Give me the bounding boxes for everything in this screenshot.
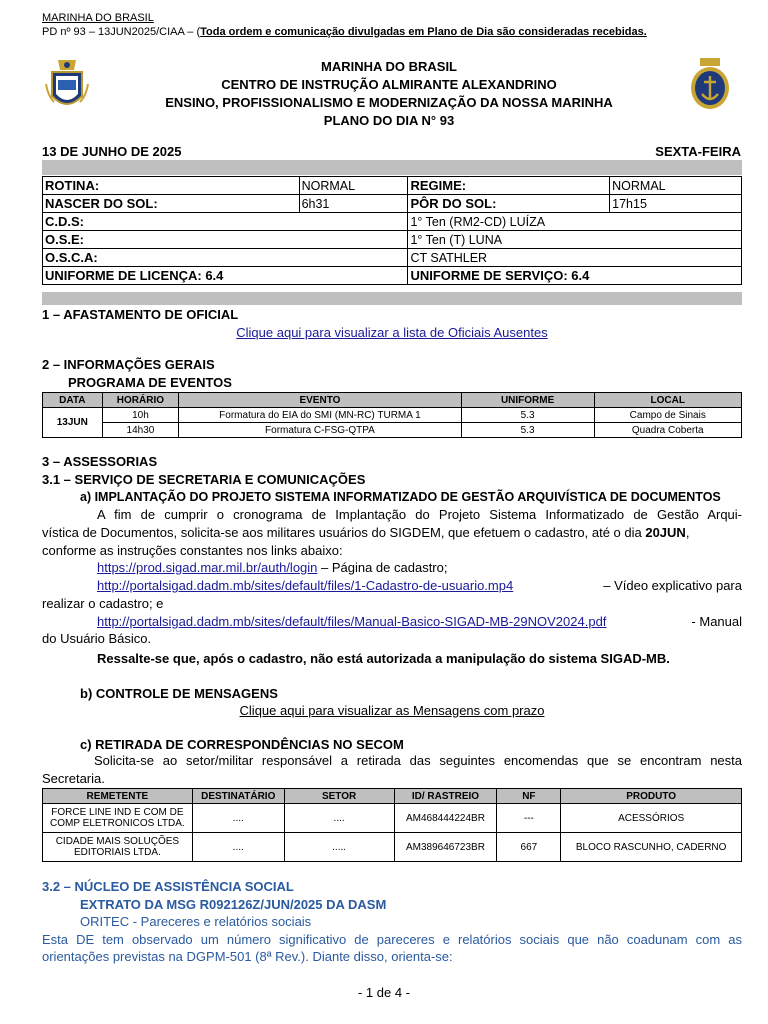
osca-label: O.S.C.A: [43, 249, 408, 267]
manual-link[interactable]: http://portalsigad.dadm.mb/sites/default/files/Manual-Basico-SIGAD-MB-29NOV2024.pdf [97, 614, 607, 629]
oritec-line: ORITEC - Pareceres e relatórios sociais [80, 914, 312, 929]
correspondence-table [42, 788, 742, 862]
event-local: Quadra Coberta [594, 423, 741, 438]
video-link[interactable]: http://portalsigad.dadm.mb/sites/default/files/1-Cadastro-de-usuario.mp4 [97, 578, 514, 593]
item-a-title: a) IMPLANTAÇÃO DO PROJETO SISTEMA INFORMATIZADO DE GESTÃO ARQUIVÍSTICA DE DOCUMENTOS [80, 490, 721, 504]
header-pd [42, 25, 647, 39]
weekday: SEXTA-FEIRA [655, 144, 741, 159]
col-remetente: REMETENTE [43, 789, 193, 804]
item-c-p2: Secretaria. [42, 771, 105, 786]
event-hora: 10h [102, 408, 179, 423]
warning-text: Ressalte-se que, após o cadastro, não está autorizada a manipulação do sistema SIGAD-MB. [97, 651, 670, 666]
por-value: 17h15 [610, 195, 742, 213]
uniforme-licenca: UNIFORME DE LICENÇA: 6.4 [43, 267, 408, 285]
col-horario: HORÁRIO [102, 393, 179, 408]
page-number: - 1 de 4 - [357, 985, 411, 1000]
item-c-title: c) RETIRADA DE CORRESPONDÊNCIAS NO SECOM [80, 737, 404, 752]
event-hora: 14h30 [102, 423, 179, 438]
info-top-bar [42, 160, 742, 175]
link2-cont: realizar o cadastro; e [42, 596, 164, 611]
section32-sub: EXTRATO DA MSG R092126Z/JUN/2025 DA DASM [80, 897, 387, 912]
event-name: Formatura do EIA do SMI (MN-RC) TURMA 1 [179, 408, 462, 423]
ose-value: 1° Ten (T) LUNA [408, 231, 742, 249]
section32-p2: orientações previstas na DGPM-501 (8ª Rev.). Diante disso, orienta-se: [42, 949, 453, 964]
title-line1: MARINHA DO BRASIL [320, 59, 457, 74]
link1-line [97, 559, 447, 577]
nascer-label: NASCER DO SOL: [43, 195, 300, 213]
section32-p1: Esta DE tem observado um número significativo de pareceres e relatórios sociais que não coadunam com as [42, 932, 742, 947]
destinatario: .... [192, 804, 284, 833]
section3-heading: 3 – ASSESSORIAS [42, 454, 158, 469]
link2-line [97, 577, 742, 595]
link1-desc: – Página de cadastro; [317, 560, 448, 575]
link3-desc: - Manual [691, 614, 742, 629]
info-bottom-bar [42, 292, 742, 305]
header-org: MARINHA DO BRASIL [42, 12, 154, 24]
table-row [43, 804, 742, 833]
link3-cont: do Usuário Básico. [42, 631, 152, 646]
event-date: 13JUN [43, 408, 103, 438]
event-uniforme: 5.3 [461, 408, 594, 423]
col-uniforme: UNIFORME [461, 393, 594, 408]
link2-desc: – Vídeo explicativo para [603, 578, 742, 593]
item-a-p2a: vística de Documentos, solicita-se aos militares usuários do SIGDEM, que efetuem o cadastro, até o dia [42, 525, 646, 540]
item-a-p3: conforme as instruções constantes nos links abaixo: [42, 543, 343, 558]
title-line2: CENTRO DE INSTRUÇÃO ALMIRANTE ALEXANDRINO [221, 77, 557, 92]
produto: BLOCO RASCUNHO, CADERNO [561, 833, 742, 862]
title-line3: ENSINO, PROFISSIONALISMO E MODERNIZAÇÃO DA NOSSA MARINHA [165, 95, 613, 110]
regime-value: NORMAL [610, 177, 742, 195]
item-b-title: b) CONTROLE DE MENSAGENS [80, 686, 278, 701]
table-row [43, 423, 742, 438]
setor: .... [284, 804, 394, 833]
rotina-label: ROTINA: [43, 177, 300, 195]
col-setor: SETOR [284, 789, 394, 804]
event-name: Formatura C-FSG-QTPA [179, 423, 462, 438]
section32-heading: 3.2 – NÚCLEO DE ASSISTÊNCIA SOCIAL [42, 879, 294, 894]
header-pd-note: Toda ordem e comunicação divulgadas em Plano de Dia são consideradas recebidas. [200, 26, 647, 38]
navy-crest-logo [44, 56, 90, 114]
item-a-p2 [42, 524, 742, 542]
rastreio: AM389646723BR [394, 833, 497, 862]
regime-label: REGIME: [408, 177, 610, 195]
rastreio: AM468444224BR [394, 804, 497, 833]
item-a-p2c: , [685, 525, 690, 540]
item-c-p1: Solicita-se ao setor/militar responsável a retirada das seguintes encomendas que se encontram nesta [94, 753, 742, 768]
col-destinatario: DESTINATÁRIO [192, 789, 284, 804]
osca-value: CT SATHLER [408, 249, 742, 267]
table-row [43, 408, 742, 423]
event-uniforme: 5.3 [461, 423, 594, 438]
remetente: CIDADE MAIS SOLUÇÕES EDITORIAIS LTDA. [43, 833, 193, 862]
nascer-value: 6h31 [299, 195, 408, 213]
date: 13 DE JUNHO DE 2025 [42, 144, 182, 159]
col-rastreio: ID/ RASTREIO [394, 789, 497, 804]
cds-value: 1° Ten (RM2-CD) LUÍZA [408, 213, 742, 231]
rotina-value: NORMAL [299, 177, 408, 195]
info-table [42, 176, 742, 285]
events-table [42, 392, 742, 438]
ose-label: O.S.E: [43, 231, 408, 249]
produto: ACESSÓRIOS [561, 804, 742, 833]
uniforme-servico: UNIFORME DE SERVIÇO: 6.4 [408, 267, 742, 285]
item-a-p1: A fim de cumprir o cronograma de Implantação do Projeto Sistema Informatizado de Gestão Arqui- [97, 507, 742, 522]
oficiais-ausentes-link[interactable]: Clique aqui para visualizar a lista de Oficiais Ausentes [236, 325, 548, 340]
col-evento: EVENTO [179, 393, 462, 408]
event-local: Campo de Sinais [594, 408, 741, 423]
section2-heading: 2 – INFORMAÇÕES GERAIS [42, 357, 215, 372]
por-label: PÔR DO SOL: [408, 195, 610, 213]
cadastro-link[interactable]: https://prod.sigad.mar.mil.br/auth/login [97, 560, 318, 575]
link3-line [97, 613, 742, 631]
deadline-date: 20JUN [645, 525, 686, 540]
table-row [43, 833, 742, 862]
ciaa-anchor-logo [688, 58, 732, 112]
nf: 667 [497, 833, 561, 862]
destinatario: .... [192, 833, 284, 862]
section31-heading: 3.1 – SERVIÇO DE SECRETARIA E COMUNICAÇÕES [42, 472, 366, 487]
col-nf: NF [497, 789, 561, 804]
section1-heading: 1 – AFASTAMENTO DE OFICIAL [42, 307, 239, 322]
nf: --- [497, 804, 561, 833]
cds-label: C.D.S: [43, 213, 408, 231]
title-line4: PLANO DO DIA N° 93 [323, 113, 455, 128]
col-local: LOCAL [594, 393, 741, 408]
title-block [100, 58, 678, 130]
col-produto: PRODUTO [561, 789, 742, 804]
programa-eventos-heading: PROGRAMA DE EVENTOS [68, 375, 232, 390]
remetente: FORCE LINE IND E COM DE COMP ELETRONICOS LTDA. [43, 804, 193, 833]
setor: ..... [284, 833, 394, 862]
header-pd-ref: PD nº 93 – 13JUN2025/CIAA – ( [42, 26, 201, 38]
mensagens-prazo-link[interactable]: Clique aqui para visualizar as Mensagens com prazo [239, 703, 545, 718]
col-data: DATA [43, 393, 103, 408]
